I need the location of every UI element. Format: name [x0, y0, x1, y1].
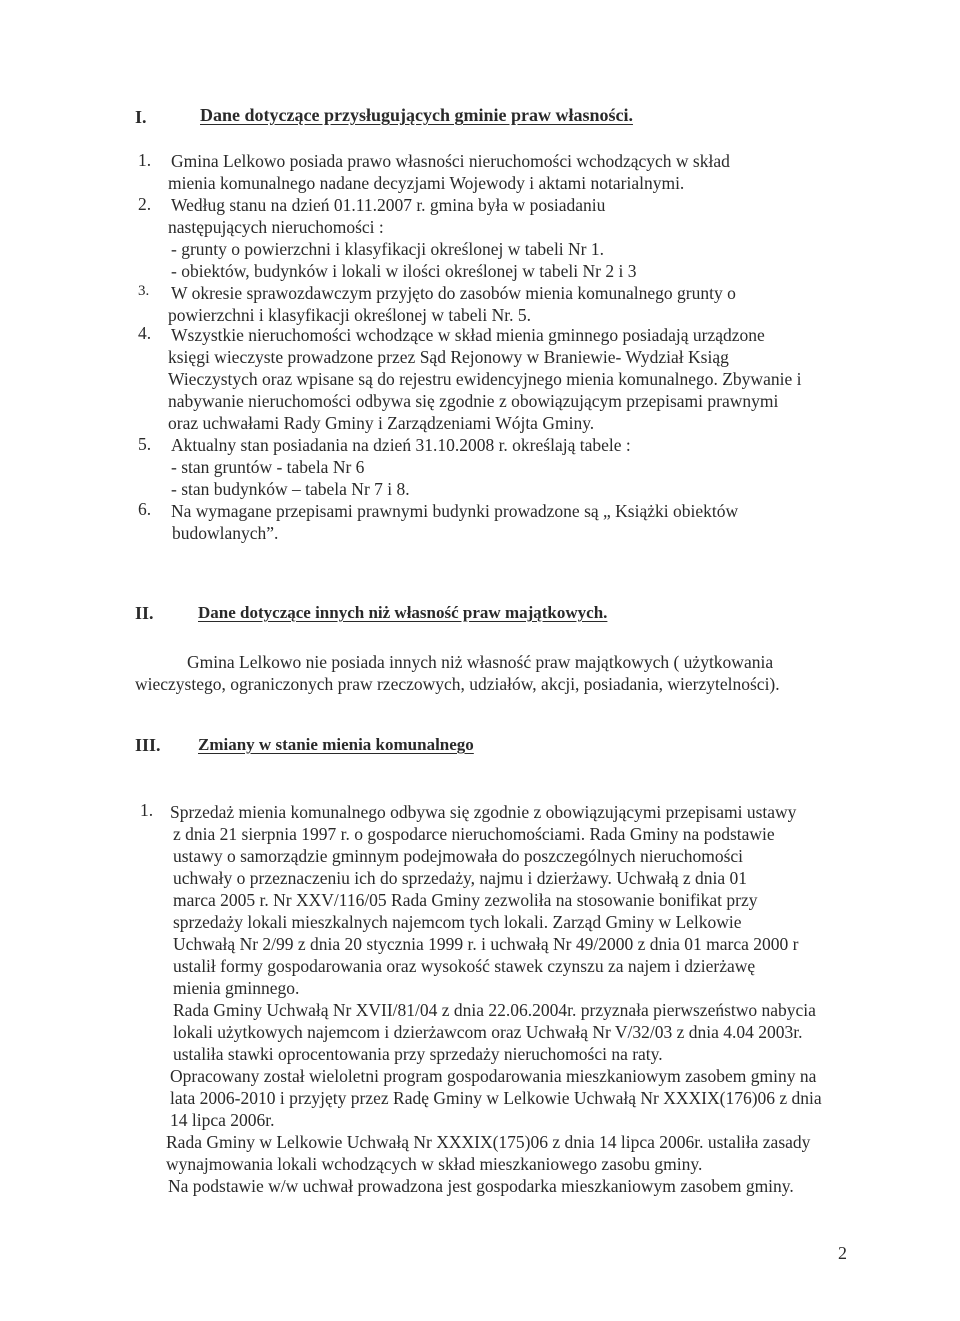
section-3-line-18: Na podstawie w/w uchwał prowadzona jest gospodarka mieszkaniowym zasobem gminy. [168, 1176, 794, 1196]
item-4-line-2: księgi wieczyste prowadzone przez Sąd Rejonowy w Braniewie- Wydział Ksiąg [168, 347, 729, 367]
item-6-line-1: Na wymagane przepisami prawnymi budynki prowadzone są „ Książki obiektów [171, 501, 739, 521]
item-5-number: 5. [138, 434, 152, 454]
section-1-number: I. [135, 107, 147, 127]
item-4-line-5: oraz uchwałami Rady Gminy i Zarządzeniami Wójta Gminy. [168, 413, 595, 433]
item-6-number: 6. [138, 499, 152, 519]
item-1-line-1: Gmina Lelkowo posiada prawo własności nieruchomości wchodzących w skład [171, 151, 730, 171]
section-2-title: Dane dotyczące innych niż własność praw majątkowych. [198, 603, 608, 622]
item-4-line-3: Wieczystych oraz wpisane są do rejestru ewidencyjnego mienia komunalnego. Zbywanie i [168, 369, 802, 389]
item-1-number: 1. [138, 150, 152, 170]
item-3-line-1: W okresie sprawozdawczym przyjęto do zasobów mienia komunalnego grunty o [171, 283, 736, 303]
item-3-line-2: powierzchni i klasyfikacji określonej w tabeli Nr. 5. [168, 305, 532, 325]
item-4-line-1: Wszystkie nieruchomości wchodzące w skład mienia gminnego posiadają urządzone [171, 325, 765, 345]
item-2-line-2: następujących nieruchomości : [168, 217, 384, 237]
item-4-line-4: nabywanie nieruchomości odbywa się zgodnie z obowiązującym przepisami prawnymi [168, 391, 779, 411]
section-3-line-4: uchwały o przeznaczeniu ich do sprzedaży, najmu i dzierżawy. Uchwałą z dnia 01 [173, 868, 747, 888]
section-3-item-1-number: 1. [140, 800, 154, 820]
item-6-line-2: budowlanych”. [172, 523, 279, 543]
section-3-line-5: marca 2005 r. Nr XXV/116/05 Rada Gminy zezwoliła na stosowanie bonifikat przy [173, 890, 758, 910]
item-2-line-4: - obiektów, budynków i lokali w ilości określonej w tabeli Nr 2 i 3 [171, 261, 637, 281]
section-2-number: II. [135, 603, 154, 623]
section-3-line-16: Rada Gminy w Lelkowie Uchwałą Nr XXXIX(175)06 z dnia 14 lipca 2006r. ustaliła zasady [166, 1132, 811, 1152]
section-3-line-1: Sprzedaż mienia komunalnego odbywa się zgodnie z obowiązującymi przepisami ustawy [170, 802, 797, 822]
section-3-line-15: 14 lipca 2006r. [170, 1110, 275, 1130]
section-3-line-6: sprzedaży lokali mieszkalnych najemcom tych lokali. Zarząd Gminy w Lelkowie [173, 912, 742, 932]
section-3-number: III. [135, 735, 161, 755]
page-number: 2 [838, 1243, 847, 1263]
section-2-line-1: Gmina Lelkowo nie posiada innych niż własność praw majątkowych ( użytkowania [187, 652, 774, 672]
section-3-line-8: ustalił formy gospodarowania oraz wysokość stawek czynszu za najem i dzierżawę [173, 956, 756, 976]
item-5-line-2: - stan gruntów - tabela Nr 6 [171, 457, 365, 477]
section-3-line-17: wynajmowania lokali wchodzących w skład mieszkaniowego zasobu gminy. [166, 1154, 703, 1174]
item-2-line-3: - grunty o powierzchni i klasyfikacji określonej w tabeli Nr 1. [171, 239, 605, 259]
section-3-line-10: Rada Gminy Uchwałą Nr XVII/81/04 z dnia 22.06.2004r. przyznała pierwszeństwo nabycia [173, 1000, 816, 1020]
section-3-line-13: Opracowany został wieloletni program gospodarowania mieszkaniowym zasobem gminy na [170, 1066, 817, 1086]
item-5-line-1: Aktualny stan posiadania na dzień 31.10.2008 r. określają tabele : [171, 435, 631, 455]
section-3-title: Zmiany w stanie mienia komunalnego [198, 735, 474, 754]
item-2-line-1: Według stanu na dzień 01.11.2007 r. gmina była w posiadaniu [171, 195, 606, 215]
section-3-line-2: z dnia 21 sierpnia 1997 r. o gospodarce nieruchomościami. Rada Gminy na podstawie [173, 824, 775, 844]
item-1-line-2: mienia komunalnego nadane decyzjami Wojewody i aktami notarialnymi. [168, 173, 685, 193]
item-3-number: 3. [138, 283, 150, 299]
section-1-title: Dane dotyczące przysługujących gminie praw własności. [200, 105, 633, 125]
section-3-line-14: lata 2006-2010 i przyjęty przez Radę Gminy w Lelkowie Uchwałą Nr XXXIX(176)06 z dnia [170, 1088, 822, 1108]
item-4-number: 4. [138, 323, 152, 343]
section-3-line-7: Uchwałą Nr 2/99 z dnia 20 stycznia 1999 r. i uchwałą Nr 49/2000 z dnia 01 marca 2000 r [173, 934, 799, 954]
item-2-number: 2. [138, 194, 152, 214]
section-3-line-12: ustaliła stawki oprocentowania przy sprzedaży nieruchomości na raty. [173, 1044, 663, 1064]
section-3-line-3: ustawy o samorządzie gminnym podejmowała do poszczególnych nieruchomości [173, 846, 744, 866]
section-3-line-11: lokali użytkowych najemcom i dzierżawcom oraz Uchwałą Nr V/32/03 z dnia 4.04 2003r. [173, 1022, 803, 1042]
section-3-line-9: mienia gminnego. [173, 978, 300, 998]
item-5-line-3: - stan budynków – tabela Nr 7 i 8. [171, 479, 410, 499]
section-2-line-2: wieczystego, ograniczonych praw rzeczowych, udziałów, akcji, posiadania, wierzytelności). [135, 674, 780, 694]
